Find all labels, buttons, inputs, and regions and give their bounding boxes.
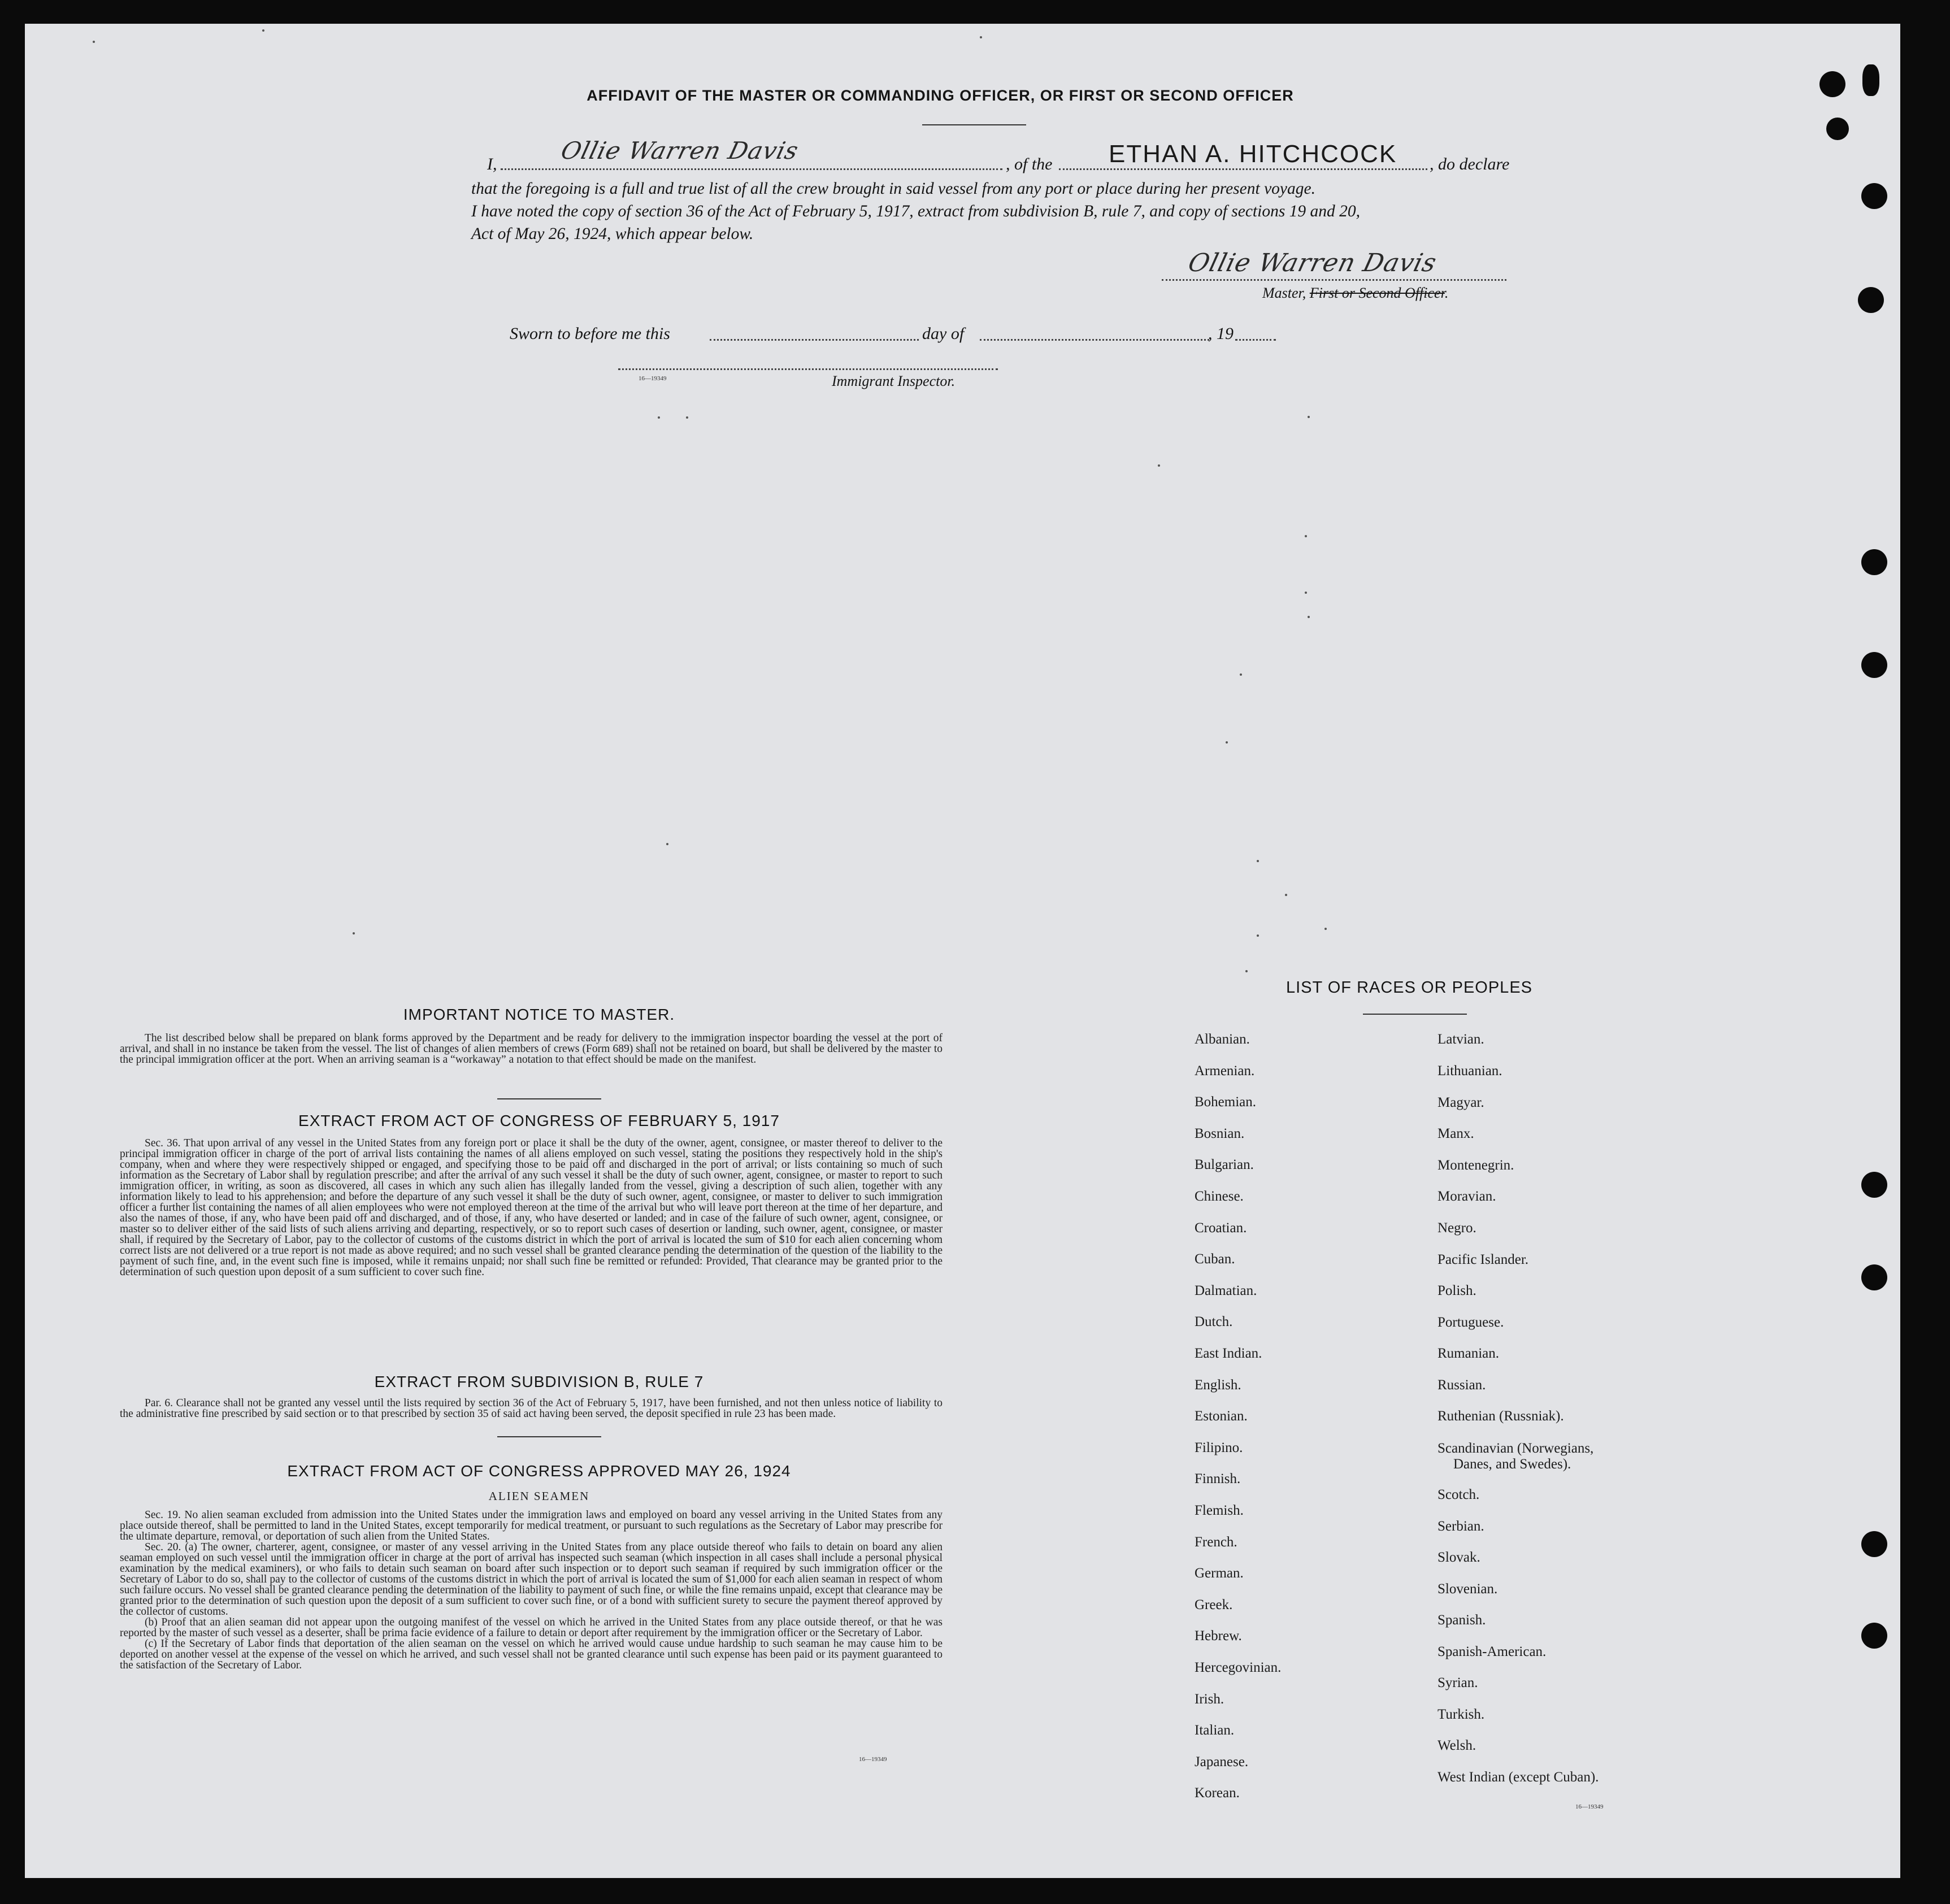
extract-1917-text xyxy=(120,1138,943,1277)
affidavit-form-code: 16—19349 xyxy=(639,375,667,382)
inspector-label: Immigrant Inspector. xyxy=(832,373,956,389)
form-sheet xyxy=(25,24,1900,1878)
race-item: Filipino. xyxy=(1195,1440,1243,1455)
punch-hole-icon xyxy=(1861,1623,1887,1649)
i-label: I, xyxy=(487,155,497,173)
race-item: Armenian. xyxy=(1195,1063,1255,1079)
race-item: Bulgarian. xyxy=(1195,1157,1254,1173)
race-item: Albanian. xyxy=(1195,1032,1250,1047)
race-item: Portuguese. xyxy=(1437,1315,1504,1330)
race-item: Negro. xyxy=(1437,1220,1476,1236)
race-item: Moravian. xyxy=(1437,1189,1496,1204)
race-item: Ruthenian (Russniak). xyxy=(1437,1409,1564,1424)
sec-19-paragraph: Sec. 19. No alien seaman excluded from admission into the United States under the immigration laws and employed on board any vessel arriving in the United States from any place outside thereof, shall be permitted to land in the United States, except temporarily for medical treatment, or pursuant to such regulations as the Secretary of Labor may prescribe for the ultimate departure, removal, or deportation of such alien from the United States. xyxy=(120,1509,943,1542)
name-blank xyxy=(501,168,1002,170)
race-item: Manx. xyxy=(1437,1126,1474,1141)
affidavit-line-4: Act of May 26, 1924, which appear below. xyxy=(471,225,754,243)
sec-20a-paragraph: Sec. 20. (a) The owner, charterer, agent, consignee, or master of any vessel arriving in the United States from any place outside thereof who fails to detain on board any alien seaman employed on such vessel until the immigration officer in charge at the port of arrival has inspected such seaman (which inspection in all cases shall include a personal physical examination by the medical examiners), or who fails to detain such seaman on board after such inspection or to deport such seaman if required by such immigration officer or the Secretary of Labor to do so, shall pay to the collector of customs of the customs district in which the port of arrival is located the sum of $1,000 for each alien seaman in respect of whom such failure occurs. No vessel shall be granted clearance pending the determination of the liability to payment of such fine, or while the fine remains unpaid, except that clearance may be granted prior to the determination of such question upon the deposit of a sum sufficient to cover such fine, or of a bond with sufficient surety to secure the payment thereof approved by the collector of customs. xyxy=(120,1541,943,1618)
master-signature: Ollie Warren Davis xyxy=(1185,249,1440,277)
punch-hole-icon xyxy=(1862,64,1879,96)
race-item: Japanese. xyxy=(1195,1754,1249,1770)
race-item: Polish. xyxy=(1437,1283,1476,1298)
race-item: Irish. xyxy=(1195,1691,1224,1707)
notice-title: IMPORTANT NOTICE TO MASTER. xyxy=(403,1006,675,1023)
race-item: Syrian. xyxy=(1437,1675,1478,1690)
race-item: Scotch. xyxy=(1437,1487,1480,1502)
races-rule xyxy=(1363,1014,1467,1015)
punch-hole-icon xyxy=(1861,1172,1887,1198)
race-item: Finnish. xyxy=(1195,1471,1241,1487)
race-item: Slovenian. xyxy=(1437,1581,1498,1597)
rule-7-title: EXTRACT FROM SUBDIVISION B, RULE 7 xyxy=(374,1373,704,1390)
punch-hole-icon xyxy=(1861,549,1887,575)
race-item: Chinese. xyxy=(1195,1189,1244,1204)
sworn-day-blank xyxy=(710,339,919,341)
year-prefix: , 19 xyxy=(1208,324,1234,343)
race-item: Slovak. xyxy=(1437,1550,1480,1565)
affidavit-line-2: that the foregoing is a full and true list of all the crew brought in said vessel from any port or place during her present voyage. xyxy=(471,180,1315,198)
extract-1924-title: EXTRACT FROM ACT OF CONGRESS APPROVED MAY 26, 1924 xyxy=(287,1462,791,1480)
race-item: Latvian. xyxy=(1437,1032,1484,1047)
race-item: Lithuanian. xyxy=(1437,1063,1502,1079)
punch-hole-icon xyxy=(1861,1264,1887,1290)
race-item: Serbian. xyxy=(1437,1519,1484,1534)
punch-hole-icon xyxy=(1826,118,1849,140)
race-item: Spanish. xyxy=(1437,1612,1486,1628)
punch-hole-icon xyxy=(1861,1531,1887,1557)
master-caption-prefix: Master, xyxy=(1262,285,1310,301)
sworn-month-blank xyxy=(980,339,1209,341)
race-item: Dalmatian. xyxy=(1195,1283,1257,1298)
punch-hole-icon xyxy=(1819,71,1845,97)
affidavit-title: AFFIDAVIT OF THE MASTER OR COMMANDING OFFICER, OR FIRST OR SECOND OFFICER xyxy=(587,87,1294,104)
master-caption-struck: First or Second Officer xyxy=(1309,285,1445,301)
race-item: Magyar. xyxy=(1437,1095,1484,1110)
sec-36-paragraph: Sec. 36. That upon arrival of any vessel in the United States from any foreign port or place it shall be the duty of the owner, agent, consignee, or master thereof to deliver to the principal immigration officer in charge of the port of arrival lists containing the names of all aliens employed on such vessel, stating the positions they respectively hold in the ship's company, when and where they were respectively shipped or engaged, and specifying those to be paid off and discharged in the port of arrival; or lists containing so much of such information as the Secretary of Labor shall by regulation prescribe; and after the arrival of any such vessel it shall be the duty of such owner, agent, consignee, or master to report to such immigration officer, in writing, as soon as discovered, all cases in which any such alien has illegally landed from the vessel, giving a description of such alien, together with any information likely to lead to his apprehension; and before the departure of any such vessel it shall be the duty of such owner, agent, consignee, or master to deliver to such immigration officer a further list containing the names of all alien employees who were not employed thereon at the time of the arrival but who will leave port thereon at the time of her departure, and also the names of those, if any, who have been paid off and discharged, and of those, if any, who have deserted or landed; and in case of the failure of such owner, agent, consignee, or master so to deliver either of the said lists of such aliens arriving and departing, respectively, or so to report such cases of desertion or landing, such owner, agent, consignee, or master shall, if required by the Secretary of Labor, pay to the collector of customs of the customs district in which the port of arrival is located the sum of $10 for each alien concerning whom correct lists are not delivered or a true report is not made as above required; and no such vessel shall be granted clearance pending the determination of the question of the liability to the payment of such fine, and, in the event such fine is imposed, while it remains unpaid; nor shall such fine be remitted or refunded: Provided, That clearance may be granted prior to the determination of such question upon deposit of a sum sufficient to cover such fine. xyxy=(120,1137,943,1278)
race-item: Spanish-American. xyxy=(1437,1644,1547,1659)
section-rule xyxy=(497,1098,601,1099)
sec-20c-paragraph: (c) If the Secretary of Labor finds that deportation of the alien seaman on the vessel on which he arrived would cause undue hardship to such seaman he may cause him to be deported on another vessel at the expense of the vessel on which he arrived, and such vessel shall not be granted clearance until such expense has been paid or its payment guaranteed to the satisfaction of the Secretary of Labor. xyxy=(120,1638,943,1671)
race-item: Estonian. xyxy=(1195,1409,1248,1424)
par-6-paragraph: Par. 6. Clearance shall not be granted any vessel until the lists required by section 36 of the Act of February 5, 1917, have been furnished, and not then unless notice of liability to the administrative fine prescribed by said section or to that prescribed by section 35 of said act having been served, the deposit specified in rule 23 has been made. xyxy=(120,1397,943,1420)
race-item: Croatian. xyxy=(1195,1220,1247,1236)
race-item: West Indian (except Cuban). xyxy=(1437,1770,1599,1785)
race-item: Bosnian. xyxy=(1195,1125,1245,1141)
race-item: Danes, and Swedes). xyxy=(1453,1457,1571,1472)
race-item: Welsh. xyxy=(1437,1738,1476,1753)
master-caption-suffix: . xyxy=(1444,285,1449,301)
master-caption xyxy=(1262,285,1448,302)
punch-hole-icon xyxy=(1861,183,1887,209)
extract-1924-text xyxy=(120,1510,943,1671)
day-of-label: day of xyxy=(922,324,965,343)
race-item: Flemish. xyxy=(1195,1503,1244,1518)
affidavit-line-3: I have noted the copy of section 36 of the Act of February 5, 1917, extract from subdivision B, rule 7, and copy of sections 19 and 20, xyxy=(471,202,1361,220)
sworn-label: Sworn to before me this xyxy=(510,324,670,343)
race-item: Turkish. xyxy=(1437,1707,1485,1722)
race-item: Hercegovinian. xyxy=(1195,1660,1282,1675)
races-form-code: 16—19349 xyxy=(1575,1803,1604,1810)
races-title: LIST OF RACES OR PEOPLES xyxy=(1285,979,1533,997)
vessel-name: ETHAN A. HITCHCOCK xyxy=(1109,140,1397,168)
do-declare-label: , do declare xyxy=(1430,155,1510,173)
vessel-blank xyxy=(1059,168,1427,170)
year-blank xyxy=(1235,339,1276,341)
race-item: Cuban. xyxy=(1195,1251,1235,1267)
extract-form-code: 16—19349 xyxy=(859,1756,887,1763)
alien-seamen-subtitle: ALIEN SEAMEN xyxy=(488,1489,590,1503)
extract-1917-title: EXTRACT FROM ACT OF CONGRESS OF FEBRUARY 5, 1917 xyxy=(298,1112,780,1129)
of-the-label: , of the xyxy=(1006,155,1053,173)
race-item: German. xyxy=(1195,1566,1244,1581)
race-item: Rumanian. xyxy=(1437,1346,1500,1361)
sec-20b-paragraph: (b) Proof that an alien seaman did not appear upon the outgoing manifest of the vessel on which he arrived in the United States from any place outside thereof, or that he was reported by the master of such vessel as a deserter, shall be prima facie evidence of a failure to detain or deport after requirement by the immigration officer or the Secretary of Labor. xyxy=(120,1616,943,1639)
notice-text xyxy=(120,1033,943,1065)
section-rule xyxy=(497,1436,601,1437)
race-item: Montenegrin. xyxy=(1437,1158,1514,1173)
race-item: Italian. xyxy=(1195,1723,1235,1738)
race-item: Russian. xyxy=(1437,1377,1486,1393)
race-item: Pacific Islander. xyxy=(1437,1252,1529,1267)
inspector-signature-line xyxy=(618,368,998,370)
punch-hole-icon xyxy=(1861,652,1887,678)
race-item: Greek. xyxy=(1195,1597,1233,1612)
race-item: Bohemian. xyxy=(1195,1094,1257,1110)
race-item: Korean. xyxy=(1195,1785,1240,1801)
title-rule xyxy=(922,124,1026,125)
race-item: French. xyxy=(1195,1534,1237,1550)
race-item: Dutch. xyxy=(1195,1314,1233,1330)
signature-line xyxy=(1162,279,1506,281)
rule-7-text xyxy=(120,1398,943,1419)
race-item: Scandinavian (Norwegians, xyxy=(1437,1441,1594,1456)
race-item: East Indian. xyxy=(1195,1346,1262,1361)
race-item: Hebrew. xyxy=(1195,1628,1242,1644)
officer-name-signature: Ollie Warren Davis xyxy=(558,137,802,164)
punch-hole-icon xyxy=(1858,287,1884,313)
race-item: English. xyxy=(1195,1377,1241,1393)
notice-paragraph: The list described below shall be prepared on blank forms approved by the Department and be ready for delivery to the immigration inspector boarding the vessel at the port of arrival, and shall in no instance be taken from the vessel. The list of changes of alien members of crews (Form 689) shall not be retained on board, but shall be delivered by the master to the principal immigration officer at the port. When an arriving seaman is a “workaway” a notation to that effect should be made on the manifest. xyxy=(120,1032,943,1066)
